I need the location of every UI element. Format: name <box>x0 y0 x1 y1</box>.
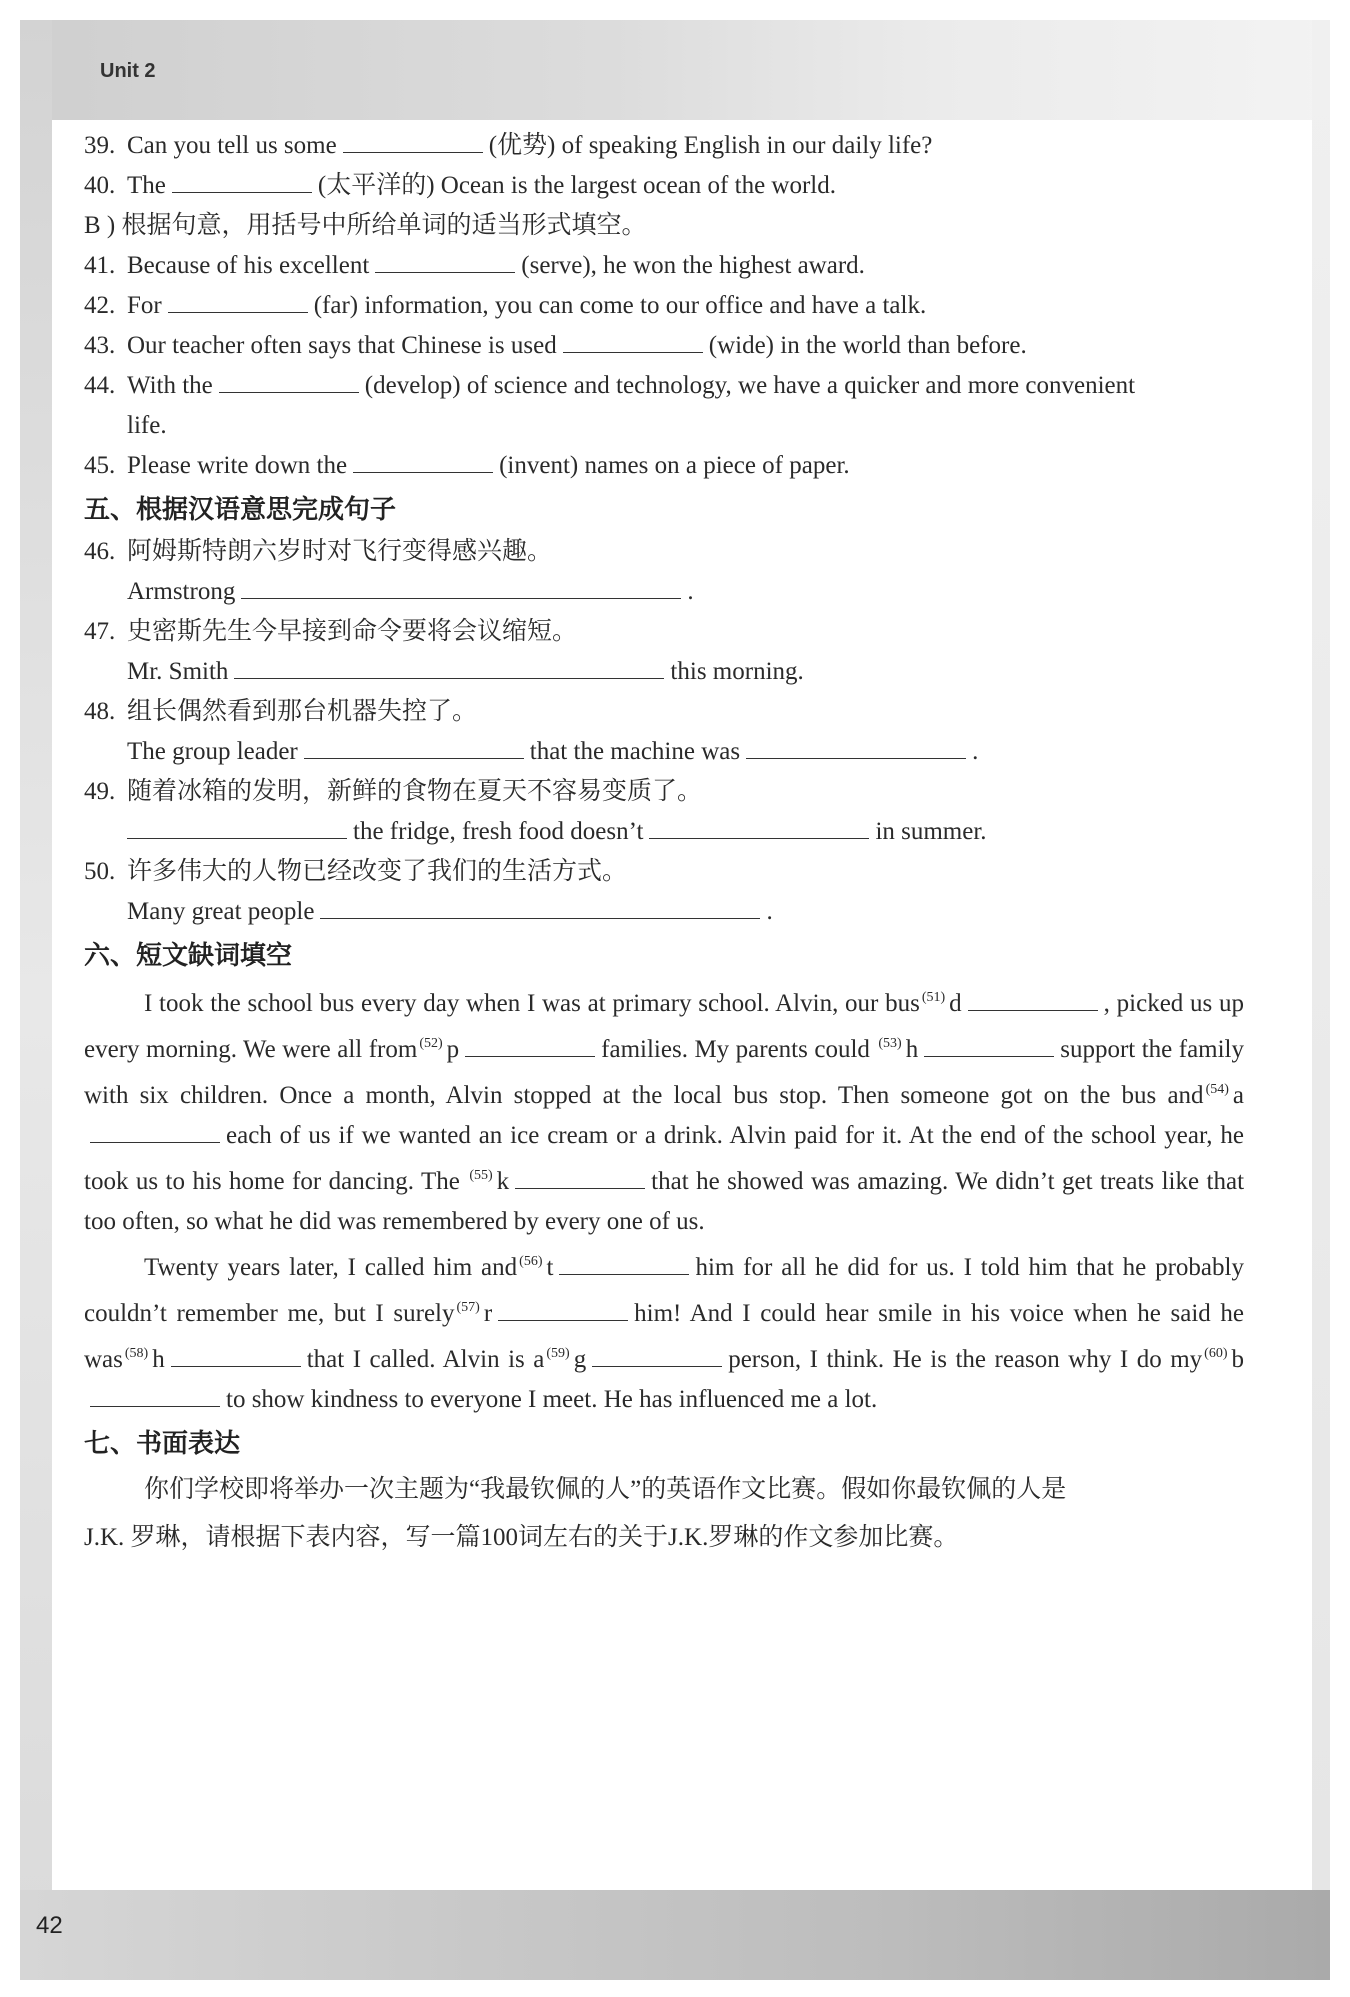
question-45: 45. Please write down the (invent) names on a piece of paper. <box>84 452 850 479</box>
question-49-answer: the fridge, fresh food doesn’t in summer. <box>84 812 1244 852</box>
answer-blank-60[interactable] <box>90 1405 220 1407</box>
answer-blank-57[interactable] <box>498 1319 628 1321</box>
question-42: 42. For (far) information, you can come to our office and have a talk. <box>84 292 927 319</box>
answer-blank[interactable] <box>241 597 681 599</box>
page-number: 42 <box>36 1912 63 1939</box>
answer-blank[interactable] <box>563 351 703 353</box>
question-50-prompt: 50. 许多伟大的人物已经改变了我们的生活方式。 <box>84 858 628 885</box>
question-47-prompt: 47. 史密斯先生今早接到命令要将会议缩短。 <box>84 618 578 645</box>
answer-blank-56[interactable] <box>559 1273 689 1275</box>
answer-blank[interactable] <box>234 677 664 679</box>
answer-blank-59[interactable] <box>592 1365 722 1367</box>
question-43: 43. Our teacher often says that Chinese is used (wide) in the world than before. <box>84 332 1027 359</box>
answer-blank[interactable] <box>375 271 515 273</box>
question-48-answer: The group leader that the machine was . <box>127 738 979 765</box>
answer-blank[interactable] <box>649 837 869 839</box>
question-41: 41. Because of his excellent (serve), he won the highest award. <box>84 252 865 279</box>
answer-blank[interactable] <box>172 191 312 193</box>
page-left-band <box>20 20 52 1980</box>
answer-blank[interactable] <box>304 757 524 759</box>
question-44: 44. With the (develop) of science and technology, we have a quicker and more convenient <box>84 372 1136 399</box>
page-right-band <box>1312 20 1330 1890</box>
question-40: 40. The (太平洋的) Ocean is the largest ocean of the world. <box>84 172 837 199</box>
answer-blank[interactable] <box>127 837 347 839</box>
question-39: 39. Can you tell us some (优势) of speaking English in our daily life? <box>84 132 933 159</box>
passage-paragraph-2: Twenty years later, I called him and $^{(56)}$ t him for all he did for us. I told him that he probably couldn’t remember me, but I surely $^{(57)}$ r him! And I could hear smile in his voice when he said he was $^{(58)}$ h that I called. Alvin is a $^{(59)}$ g person, I think. He is the reason why I do my $^{(60)}$ bto show kindness to everyone I meet. He has influenced me a lot. <box>84 1254 1245 1413</box>
answer-blank[interactable] <box>320 917 760 919</box>
unit-label: Unit 2 <box>100 60 156 82</box>
answer-blank-58[interactable] <box>171 1365 301 1367</box>
question-44-continuation: life. <box>127 412 167 439</box>
essay-prompt-line-1: 你们学校即将举办一次主题为“我最钦佩的人”的英语作文比赛。假如你最钦佩的人是 <box>144 1476 1067 1503</box>
answer-blank[interactable] <box>353 471 493 473</box>
answer-blank-51[interactable] <box>968 1009 1098 1011</box>
question-47-answer: Mr. Smith this morning. <box>127 658 804 685</box>
part-b-instruction: B ) 根据句意，用括号中所给单词的适当形式填空。 <box>84 212 647 239</box>
answer-blank[interactable] <box>219 391 359 393</box>
page-header-band <box>20 20 1330 120</box>
answer-blank[interactable] <box>343 151 483 153</box>
answer-blank-53[interactable] <box>924 1055 1054 1057</box>
answer-blank[interactable] <box>746 757 966 759</box>
answer-blank-54[interactable] <box>90 1141 220 1143</box>
cloze-passage <box>84 978 1244 1420</box>
question-46-answer: Armstrong . <box>127 578 694 605</box>
answer-blank[interactable] <box>168 311 308 313</box>
question-48-prompt: 48. 组长偶然看到那台机器失控了。 <box>84 698 478 725</box>
question-50-answer: Many great people . <box>127 898 773 925</box>
passage-paragraph-1: I took the school bus every day when I was at primary school. Alvin, our bus $^{(51)}$ d , picked us up every morning. We were all from $^{(52)}$ p families. My parents could $^{(53)}$ h support the family with six children. Once a month, Alvin stopped at the local bus stop. Then someone got on the bus and $^{(54)}$ aeach of us if we wanted an ice cream or a drink. Alvin paid for it. At the end of the school year, he took us to his home for dancing. The $^{(55)}$ k that he showed was amazing. We didn’t get treats like that too often, so what he did was remembered by every one of us. <box>84 990 1245 1235</box>
answer-blank-55[interactable] <box>515 1187 645 1189</box>
answer-blank-52[interactable] <box>465 1055 595 1057</box>
question-46-prompt: 46. 阿姆斯特朗六岁时对飞行变得感兴趣。 <box>84 538 553 565</box>
page-footer-band <box>20 1890 1330 1980</box>
worksheet-content <box>84 126 1244 1562</box>
question-49-prompt: 49. 随着冰箱的发明，新鲜的食物在夏天不容易变质了。 <box>84 778 703 805</box>
section-7-title: 七、书面表达 <box>84 1429 241 1459</box>
section-6-title: 六、短文缺词填空 <box>84 941 293 971</box>
essay-prompt-line-2: J.K. 罗琳，请根据下表内容，写一篇100词左右的关于J.K.罗琳的作文参加比赛。 <box>84 1524 959 1551</box>
section-5-title: 五、根据汉语意思完成句子 <box>84 495 397 525</box>
